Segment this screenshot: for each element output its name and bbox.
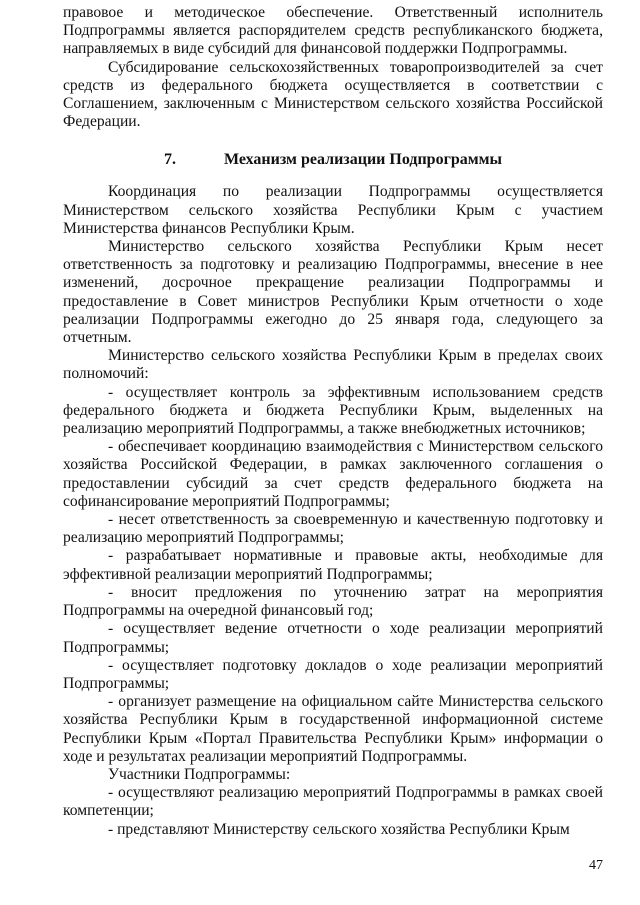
paragraph: Координация по реализации Подпрограммы осуществляется Министерством сельского хозяйства Республики Крым с участием Министерства финансов Республики Крым.: [63, 183, 603, 237]
section-title: Механизм реализации Подпрограммы: [223, 151, 503, 169]
list-item: - осуществляет подготовку докладов о ходе реализации мероприятий Подпрограммы;: [63, 656, 603, 692]
document-page: [63, 0, 603, 905]
section-heading: [63, 131, 603, 183]
paragraph: правовое и методическое обеспечение. Ответственный исполнитель Подпрограммы является распорядителем средств республиканского бюджета, направляемых в виде субсидий для финансовой поддержки Подпрограммы.: [63, 4, 603, 58]
paragraph: Участники Подпрограммы:: [108, 765, 291, 783]
paragraph: Министерство сельского хозяйства Республики Крым несет ответственность за подготовку и реализацию Подпрограммы, внесение в нее изменений, досрочное прекращение реализации Подпрограммы и предоставление в Совет министров Республики Крым отчетности о ходе реализации Подпрограммы ежегодно до 25 января года, следующего за отчетным.: [63, 238, 603, 347]
list-item: - несет ответственность за своевременную и качественную подготовку и реализацию мероприятий Подпрограммы;: [63, 511, 603, 547]
document-body: [63, 4, 603, 839]
list-item: - осуществляет ведение отчетности о ходе реализации мероприятий Подпрограммы;: [63, 620, 603, 656]
list-item: - осуществляет контроль за эффективным использованием средств федерального бюджета и бюджета Республики Крым, выделенных на реализацию мероприятий Подпрограммы, а также внебюджетных источников;: [63, 383, 603, 438]
list-item: - вносит предложения по уточнению затрат на мероприятия Подпрограммы на очередной финансовый год;: [63, 583, 603, 620]
paragraph: Министерство сельского хозяйства Республики Крым в пределах своих полномочий:: [63, 347, 603, 383]
list-item: - организует размещение на официальном сайте Министерства сельского хозяйства Республики Крым в государственной информационной системе Республики Крым «Портал Правительства Республики Крым» информации о ходе и результатах реализации мероприятий Подпрограммы.: [63, 693, 603, 765]
list-item: - разрабатывает нормативные и правовые акты, необходимые для эффективной реализации мероприятий Подпрограммы;: [63, 547, 603, 583]
paragraph: Субсидирование сельскохозяйственных товаропроизводителей за счет средств из федерального бюджета осуществляется в соответствии с Соглашением, заключенным с Министерством сельского хозяйства Российской Федерации.: [63, 58, 603, 131]
list-item: - обеспечивает координацию взаимодействия с Министерством сельского хозяйства Российской Федерации, в рамках заключенного соглашения о предоставлении субсидий за счет средств федерального бюджета на софинансирование мероприятий Подпрограммы;: [63, 438, 603, 510]
list-item: - осуществляют реализацию мероприятий Подпрограммы в рамках своей компетенции;: [63, 784, 603, 820]
list-item: - представляют Министерству сельского хозяйства Республики Крым: [108, 820, 570, 838]
section-number: 7.: [163, 151, 176, 169]
page-number: 47: [589, 858, 603, 873]
